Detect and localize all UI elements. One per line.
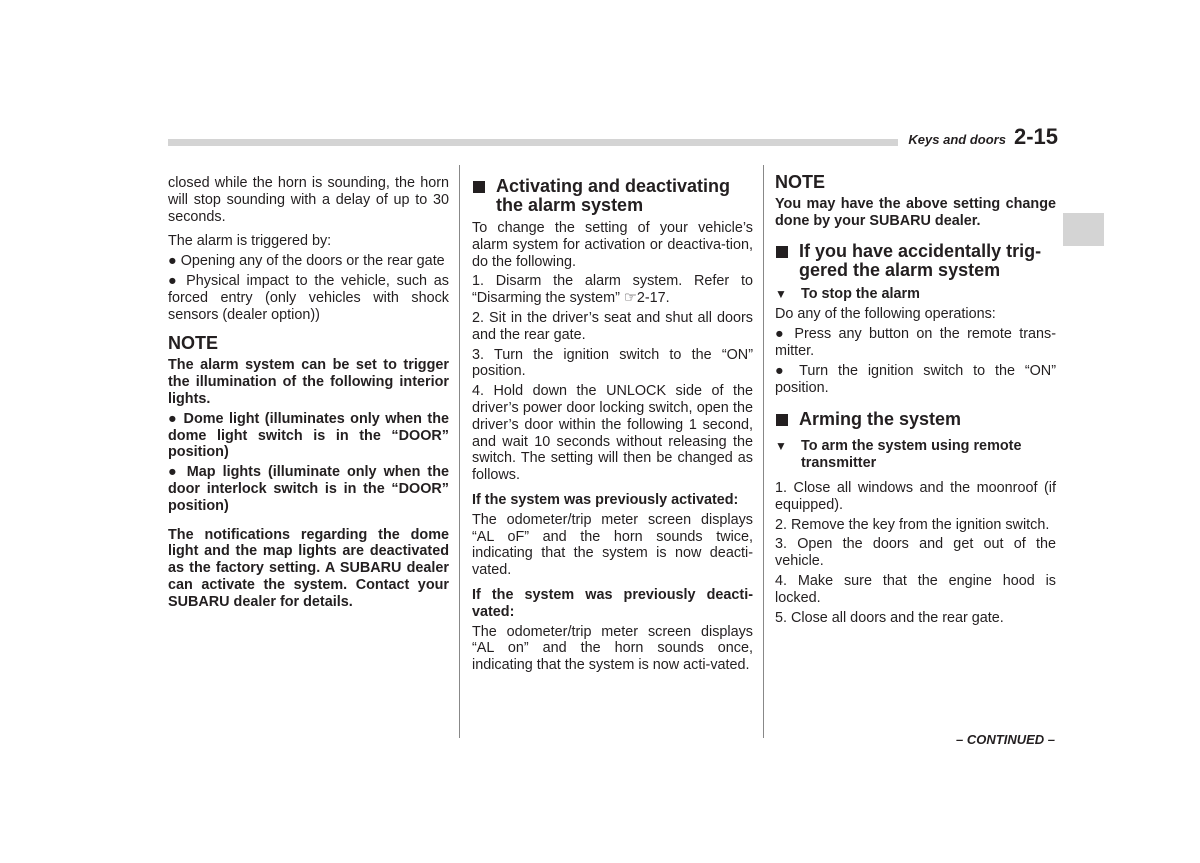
step: 1. Disarm the alarm system. Refer to “Disarming the system” ☞2-17.	[472, 273, 753, 307]
paragraph: closed while the horn is sounding, the horn will stop sounding with a delay of up to 30 seconds.	[168, 175, 449, 225]
step: 4. Make sure that the engine hood is locked.	[775, 572, 1056, 606]
paragraph: The alarm is triggered by:	[168, 233, 332, 250]
note-bullet: ● Dome light (illuminates only when the dome light switch is in the “DOOR” position)	[168, 410, 449, 461]
square-bullet-icon	[776, 414, 788, 426]
section-heading	[472, 177, 753, 215]
heading-text: If you have accidentally trig-gered the alarm system	[799, 240, 1042, 280]
section-heading	[775, 410, 1056, 429]
square-bullet-icon	[776, 246, 788, 258]
page-header	[868, 124, 1058, 150]
bullet-item: ● Opening any of the doors or the rear gate	[168, 253, 445, 270]
paragraph: Do any of the following operations:	[775, 306, 996, 323]
step: 3. Turn the ignition switch to the “ON” position.	[472, 346, 753, 380]
triangle-bullet-icon: ▼	[775, 439, 787, 454]
step: 5. Close all doors and the rear gate.	[775, 609, 1004, 626]
column-left	[168, 175, 449, 614]
note-title: NOTE	[775, 172, 826, 192]
triangle-bullet-icon: ▼	[775, 286, 787, 301]
subheading-text: To arm the system using remote transmitter	[801, 438, 1022, 472]
square-bullet-icon	[473, 181, 485, 193]
page-number: 2-15	[1013, 124, 1058, 149]
subheading	[775, 438, 1056, 472]
column-divider	[459, 165, 460, 738]
column-middle	[472, 175, 753, 677]
bullet-item: ● Turn the ignition switch to the “ON” position.	[775, 362, 1056, 396]
note-bullet: ● Map lights (illuminate only when the door interlock switch is in the “DOOR” position)	[168, 464, 449, 514]
column-right	[775, 172, 1056, 629]
column-divider	[763, 165, 764, 738]
paragraph: To change the setting of your vehicle’s alarm system for activation or deactiva-tion, do the following.	[472, 220, 753, 270]
note-text: The notifications regarding the dome light and the map lights are deactivated as the factory setting. A SUBARU dealer can activate the system. Contact your SUBARU dealer for details.	[168, 526, 449, 610]
step: 3. Open the doors and get out of the vehicle.	[775, 536, 1056, 570]
chapter-tab	[1063, 213, 1104, 246]
note-text: You may have the above setting change done by your SUBARU dealer.	[775, 196, 1056, 229]
header-rule	[168, 139, 898, 146]
condition-title: If the system was previously activated:	[472, 491, 739, 508]
note-text: The alarm system can be set to trigger the illumination of the following interior lights.	[168, 357, 449, 407]
step: 2. Remove the key from the ignition switch.	[775, 516, 1050, 533]
bullet-item: ● Physical impact to the vehicle, such as forced entry (only vehicles with shock sensors (dealer option))	[168, 272, 449, 323]
section-heading	[775, 242, 1056, 280]
paragraph: The odometer/trip meter screen displays “AL on” and the horn sounds once, indicating that the system is now acti-vated.	[472, 623, 753, 674]
subheading	[775, 286, 1056, 303]
step: 1. Close all windows and the moonroof (if equipped).	[775, 479, 1056, 513]
heading-text: Arming the system	[799, 409, 962, 430]
section-title: Keys and doors	[908, 132, 1006, 147]
condition-title: If the system was previously deacti-vated:	[472, 586, 753, 620]
paragraph: The odometer/trip meter screen displays “AL oF” and the horn sounds twice, indicating that the system is now deacti-vated.	[472, 511, 753, 579]
heading-text: Activating and deactivating the alarm system	[496, 176, 731, 215]
subheading-text: To stop the alarm	[801, 285, 920, 302]
bullet-item: ● Press any button on the remote trans-mitter.	[775, 326, 1056, 359]
step: 4. Hold down the UNLOCK side of the driver’s power door locking switch, open the driver’s door within the following 1 second, and wait 10 seconds without releasing the switch. The setting will then be changed as follows.	[472, 383, 753, 484]
note-title: NOTE	[168, 333, 219, 354]
continued-label: – CONTINUED –	[956, 732, 1055, 747]
step: 2. Sit in the driver’s seat and shut all doors and the rear gate.	[472, 309, 753, 343]
